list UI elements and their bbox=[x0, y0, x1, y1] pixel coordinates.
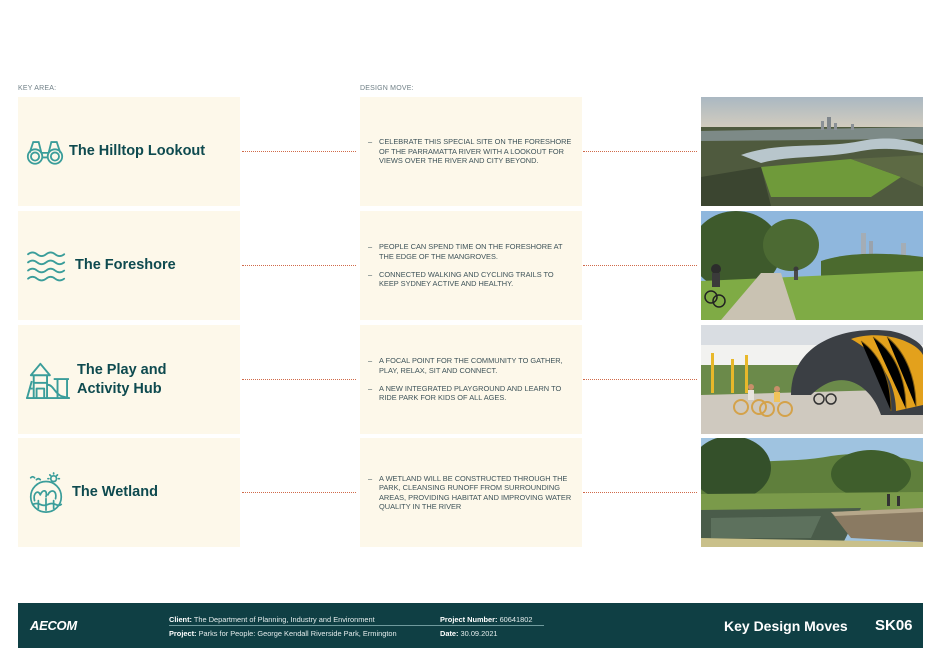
date-label: Date: bbox=[440, 629, 459, 638]
title-line: Activity Hub bbox=[77, 380, 162, 397]
project-value: Parks for People: George Kendall Riverside Park, Ermington bbox=[198, 629, 397, 638]
connector-line bbox=[242, 379, 356, 380]
connector-line bbox=[242, 151, 356, 152]
row-foreshore bbox=[0, 211, 940, 320]
key-area-card bbox=[18, 438, 240, 547]
connector-line bbox=[242, 265, 356, 266]
project-number-label: Project Number: bbox=[440, 615, 498, 624]
key-area-title bbox=[75, 256, 176, 275]
connector-line bbox=[583, 151, 697, 152]
bullet-text: A NEW INTEGRATED PLAYGROUND AND LEARN TO RIDE PARK FOR KIDS OF ALL AGES. bbox=[379, 383, 562, 403]
project-number-value: 60641802 bbox=[499, 615, 533, 624]
design-move-card bbox=[360, 325, 582, 434]
aecom-logo: AECOM bbox=[30, 618, 77, 633]
aerial-river-photo bbox=[701, 97, 923, 206]
connector-line bbox=[583, 265, 697, 266]
client-info bbox=[169, 615, 375, 624]
connector-line bbox=[583, 492, 697, 493]
title-line: The Wetland bbox=[72, 484, 158, 500]
connector-line bbox=[242, 492, 356, 493]
bullet-text: A WETLAND WILL BE CONSTRUCTED THROUGH THE PARK, CLEANSING RUNOFF FROM SURROUNDING AREAS, PROVIDING HABITAT AND IMPROVING WATER QUALITY IN THE RIVER bbox=[379, 473, 572, 511]
row-play-activity-hub bbox=[0, 325, 940, 434]
foreshore-path-photo bbox=[701, 211, 923, 320]
bullet-text: CELEBRATE THIS SPECIAL SITE ON THE FORESHORE OF THE PARRAMATTA RIVER WITH A LOOKOUT FOR VIEWS OVER THE RIVER AND CITY BEYOND. bbox=[379, 137, 572, 166]
title-line: The Play and bbox=[77, 361, 167, 378]
key-area-title bbox=[69, 142, 205, 161]
client-value: The Department of Planning, Industry and Environment bbox=[193, 615, 375, 624]
design-move-card bbox=[360, 97, 582, 206]
design-move-bullet: – CELEBRATE THIS SPECIAL SITE ON THE FORESHORE OF THE PARRAMATTA RIVER WITH A LOOKOUT FOR VIEWS OVER THE RIVER AND CITY BEYOND. bbox=[368, 137, 574, 166]
key-area-label: KEY AREA: bbox=[18, 85, 57, 92]
key-area-title bbox=[77, 361, 166, 399]
title-line: The Hilltop Lookout bbox=[69, 143, 206, 159]
sheet-code: SK06 bbox=[875, 617, 913, 634]
wetland-pond-photo bbox=[701, 438, 923, 547]
row-wetland bbox=[0, 438, 940, 547]
design-move-label: DESIGN MOVE: bbox=[360, 85, 414, 92]
binoculars-icon bbox=[26, 133, 64, 171]
project-label: Project: bbox=[169, 629, 197, 638]
date-info bbox=[440, 629, 498, 638]
design-move-bullet: – A FOCAL POINT FOR THE COMMUNITY TO GATHER, PLAY, RELAX, SIT AND CONNECT. bbox=[368, 356, 574, 375]
design-move-card bbox=[360, 211, 582, 320]
playground-icon bbox=[24, 360, 72, 400]
key-area-card bbox=[18, 211, 240, 320]
design-move-bullet: – A WETLAND WILL BE CONSTRUCTED THROUGH THE PARK, CLEANSING RUNOFF FROM SURROUNDING AREAS, PROVIDING HABITAT AND IMPROVING WATER QUALITY IN THE RIVER bbox=[368, 474, 574, 512]
design-move-card bbox=[360, 438, 582, 547]
bullet-text: CONNECTED WALKING AND CYCLING TRAILS TO KEEP SYDNEY ACTIVE AND HEALTHY. bbox=[379, 269, 554, 289]
bullet-text: A FOCAL POINT FOR THE COMMUNITY TO GATHER, PLAY, RELAX, SIT AND CONNECT. bbox=[379, 356, 563, 375]
footer-divider bbox=[169, 625, 544, 626]
key-area-card bbox=[18, 325, 240, 434]
key-area-card bbox=[18, 97, 240, 206]
client-label: Client: bbox=[169, 615, 192, 624]
key-area-title bbox=[72, 483, 158, 502]
sheet-title: Key Design Moves bbox=[724, 618, 848, 634]
design-move-bullet: – PEOPLE CAN SPEND TIME ON THE FORESHORE AT THE EDGE OF THE MANGROVES. bbox=[368, 242, 574, 261]
title-line: The Foreshore bbox=[75, 257, 176, 273]
connector-line bbox=[583, 379, 697, 380]
playground-canopy-photo bbox=[701, 325, 923, 434]
title-block-footer bbox=[18, 603, 923, 648]
waves-icon bbox=[24, 247, 70, 285]
design-move-bullet: – A NEW INTEGRATED PLAYGROUND AND LEARN TO RIDE PARK FOR KIDS OF ALL AGES. bbox=[368, 384, 574, 403]
bullet-text: PEOPLE CAN SPEND TIME ON THE FORESHORE AT THE EDGE OF THE MANGROVES. bbox=[379, 242, 563, 261]
project-info bbox=[169, 629, 397, 638]
date-value: 30.09.2021 bbox=[460, 629, 498, 638]
wetland-icon bbox=[25, 472, 67, 514]
row-hilltop-lookout bbox=[0, 97, 940, 206]
project-number-info bbox=[440, 615, 532, 624]
design-move-bullet: – CONNECTED WALKING AND CYCLING TRAILS TO KEEP SYDNEY ACTIVE AND HEALTHY. bbox=[368, 270, 574, 289]
